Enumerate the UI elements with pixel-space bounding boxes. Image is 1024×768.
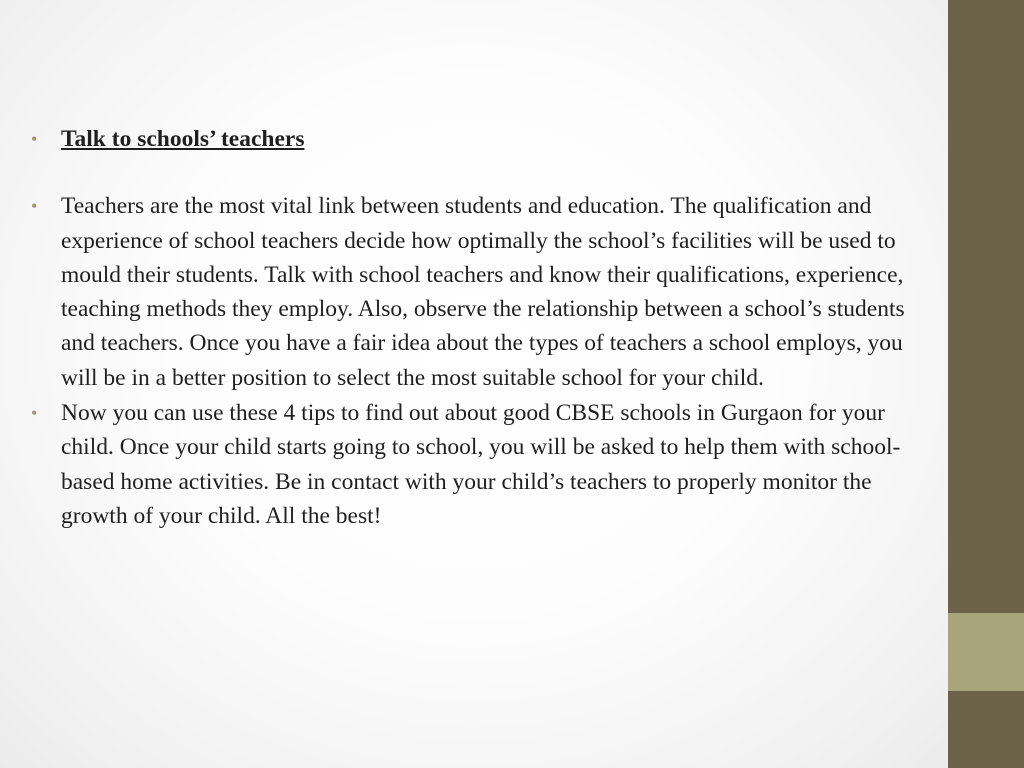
paragraph-text: Now you can use these 4 tips to find out about good CBSE schools in Gurgaon for your child. Once your child starts going to school, you will be asked to help them with school-based home activities. Be in contact with your child’s teachers to properly monitor the growth of your child. All the best!: [61, 400, 901, 529]
bullet-icon: •: [31, 403, 38, 424]
heading-text: Talk to schools’ teachers: [61, 126, 305, 152]
list-item: [28, 396, 918, 533]
bullet-icon: •: [31, 129, 38, 149]
section-heading: [28, 122, 918, 156]
bullet-list: [28, 122, 918, 533]
bullet-icon: •: [31, 196, 38, 217]
decorative-sidebar-accent: [948, 613, 1024, 691]
list-item: [28, 189, 918, 395]
slide-content: [28, 122, 918, 534]
paragraph-text: Teachers are the most vital link between students and education. The qualification and experience of school teachers decide how optimally the school’s facilities will be used to mould their students. Talk with school teachers and know their qualifications, experience, teaching methods they employ. Also, observe the relationship between a school’s students and teachers. Once you have a fair idea about the types of teachers a school employs, you will be in a better position to select the most suitable school for your child.: [61, 193, 905, 391]
